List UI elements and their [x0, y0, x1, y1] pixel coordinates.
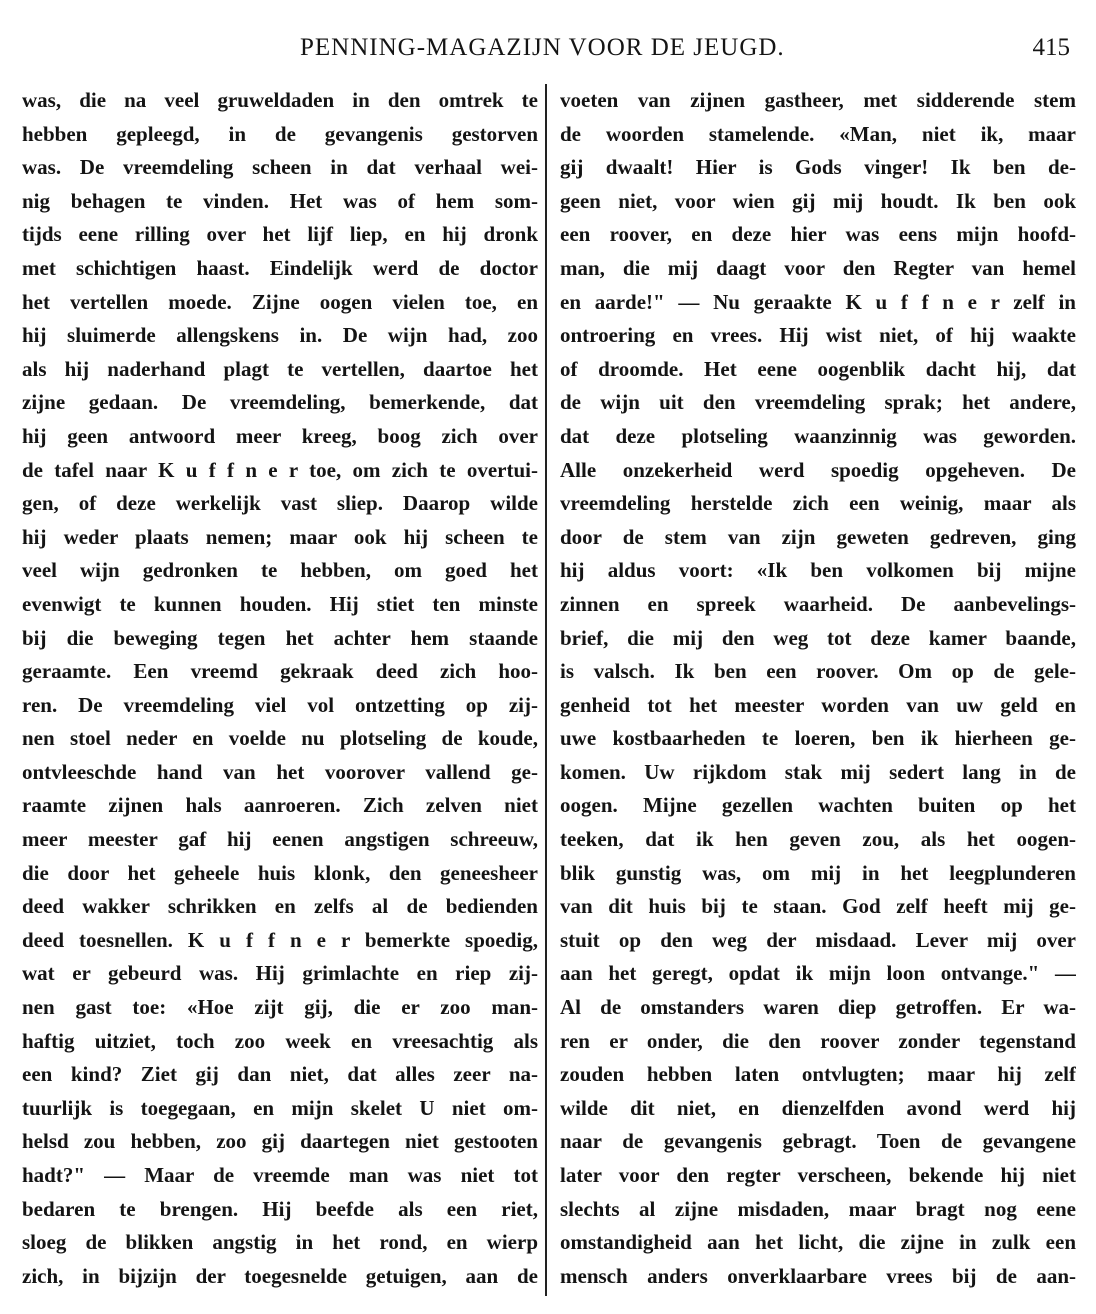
- text-line: geraamte. Een vreemd gekraak deed zich hoo-: [22, 659, 538, 684]
- text-line: hij sluimerde allengskens in. De wijn had, zoo: [22, 323, 538, 348]
- text-line: slechts al zijne misdaden, maar bragt nog eene: [560, 1196, 1076, 1221]
- text-line: hebben gepleegd, in de gevangenis gestorven: [22, 121, 538, 146]
- text-line: en aarde!" — Nu geraakte K u f f n e r zelf in: [560, 289, 1076, 314]
- text-line: helsd zou hebben, zoo gij daartegen niet gestooten: [22, 1129, 538, 1154]
- text-line: is valsch. Ik ben een roover. Om op de gele-: [560, 659, 1076, 684]
- text-line: ren er onder, die den roover zonder tegenstand: [560, 1028, 1076, 1053]
- text-line: hij aldus voort: «Ik ben volkomen bij mijne: [560, 558, 1076, 583]
- text-line: tijds eene rilling over het lijf liep, en hij dronk: [22, 222, 538, 247]
- text-line: ontvleeschde hand van het voorover vallend ge-: [22, 759, 538, 784]
- text-line: de woorden stamelende. «Man, niet ik, maar: [560, 121, 1076, 146]
- text-line: het vertellen moede. Zijne oogen vielen toe, en: [22, 289, 538, 314]
- text-line: man, die mij daagt voor den Regter van hemel: [560, 255, 1076, 280]
- text-line: deed wakker schrikken en zelfs al de bedienden: [22, 894, 538, 919]
- text-line: van dit huis bij te staan. God zelf heeft mij ge-: [560, 894, 1076, 919]
- page-number: 415: [1032, 34, 1070, 61]
- text-line: gen, of deze werkelijk vast sliep. Daarop wilde: [22, 491, 538, 516]
- text-line: een roover, en deze hier was eens mijn hoofd-: [560, 222, 1076, 247]
- text-line: Al de omstanders waren diep getroffen. Er wa-: [560, 995, 1076, 1020]
- text-line: was. De vreemdeling scheen in dat verhaal wei-: [22, 155, 538, 180]
- text-line: naar de gevangenis gebragt. Toen de gevangene: [560, 1129, 1076, 1154]
- text-line: nen gast toe: «Hoe zijt gij, die er zoo man-: [22, 995, 538, 1020]
- text-line: tuurlijk is toegegaan, en mijn skelet U niet om-: [22, 1095, 538, 1120]
- page-header: [0, 34, 1096, 74]
- text-line: geen niet, voor wien gij mij houdt. Ik ben ook: [560, 188, 1076, 213]
- text-line: bij die beweging tegen het achter hem staande: [22, 625, 538, 650]
- text-line: wilde dit niet, en dienzelfden avond werd hij: [560, 1095, 1076, 1120]
- text-line: gij dwaalt! Hier is Gods vinger! Ik ben de-: [560, 155, 1076, 180]
- text-line: ren. De vreemdeling viel vol ontzetting op zij-: [22, 692, 538, 717]
- left-column: [22, 84, 538, 1293]
- text-line: veel wijn gedronken te hebben, om goed het: [22, 558, 538, 583]
- text-line: die door het geheele huis klonk, den geneesheer: [22, 860, 538, 885]
- column-divider: [545, 84, 547, 1296]
- text-line: zich, in bijzijn der toegesnelde getuigen, aan de: [22, 1263, 538, 1288]
- text-line: voeten van zijnen gastheer, met sidderende stem: [560, 88, 1076, 112]
- text-line: meer meester gaf hij eenen angstigen schreeuw,: [22, 827, 538, 852]
- text-line: komen. Uw rijkdom stak mij sedert lang in de: [560, 759, 1076, 784]
- text-line: zouden hebben laten ontvlugten; maar hij zelf: [560, 1062, 1076, 1087]
- text-line: of droomde. Het eene oogenblik dacht hij, dat: [560, 356, 1076, 381]
- text-line: de wijn uit den vreemdeling sprak; het andere,: [560, 390, 1076, 415]
- text-line: stuit op den weg der misdaad. Lever mij over: [560, 927, 1076, 952]
- text-line: met schichtigen haast. Eindelijk werd de doctor: [22, 255, 538, 280]
- text-line: later voor den regter verscheen, bekende hij niet: [560, 1163, 1076, 1187]
- text-line: genheid tot het meester worden van uw geld en: [560, 692, 1076, 717]
- text-line: nig behagen te vinden. Het was of hem som-: [22, 188, 538, 213]
- text-line: door de stem van zijn geweten gedreven, ging: [560, 524, 1076, 549]
- right-column: [560, 84, 1076, 1293]
- text-line: een kind? Ziet gij dan niet, dat alles zeer na-: [22, 1062, 538, 1087]
- text-line: zinnen en spreek waarheid. De aanbevelings-: [560, 591, 1076, 616]
- text-line: teeken, dat ik hen geven zou, als het oogen-: [560, 827, 1076, 852]
- text-line: dat deze plotseling waanzinnig was geworden.: [560, 423, 1076, 448]
- text-line: haftig uitziet, toch zoo week en vreesachtig als: [22, 1028, 538, 1053]
- running-title: PENNING-MAGAZIJN VOOR DE JEUGD.: [300, 34, 785, 61]
- text-line: zijne gedaan. De vreemdeling, bemerkende, dat: [22, 390, 538, 415]
- text-line: hij weder plaats nemen; maar ook hij scheen te: [22, 524, 538, 549]
- text-line: vreemdeling herstelde zich een weinig, maar als: [560, 491, 1076, 516]
- text-line: raamte zijnen hals aanroeren. Zich zelven niet: [22, 793, 538, 818]
- text-line: wat er gebeurd was. Hij grimlachte en riep zij-: [22, 961, 538, 986]
- text-line: nen stoel neder en voelde nu plotseling de koude,: [22, 726, 538, 751]
- text-line: de tafel naar K u f f n e r toe, om zich te overtui-: [22, 457, 538, 482]
- text-line: uwe kostbaarheden te loeren, ben ik hierheen ge-: [560, 726, 1076, 751]
- text-line: Alle onzekerheid werd spoedig opgeheven. De: [560, 457, 1076, 482]
- text-line: mensch anders onverklaarbare vrees bij de aan-: [560, 1263, 1076, 1288]
- text-line: blik gunstig was, om mij in het leegplunderen: [560, 860, 1076, 885]
- text-line: aan het geregt, opdat ik mijn loon ontvange." —: [560, 961, 1076, 986]
- text-line: hadt?" — Maar de vreemde man was niet tot: [22, 1163, 538, 1187]
- text-line: bedaren te brengen. Hij beefde als een riet,: [22, 1196, 538, 1221]
- text-line: hij geen antwoord meer kreeg, boog zich over: [22, 423, 538, 448]
- text-line: was, die na veel gruweldaden in den omtrek te: [22, 88, 538, 112]
- text-line: sloeg de blikken angstig in het rond, en wierp: [22, 1230, 538, 1255]
- text-line: brief, die mij den weg tot deze kamer baande,: [560, 625, 1076, 650]
- text-line: oogen. Mijne gezellen wachten buiten op het: [560, 793, 1076, 818]
- text-line: deed toesnellen. K u f f n e r bemerkte spoedig,: [22, 927, 538, 952]
- text-line: evenwigt te kunnen houden. Hij stiet ten minste: [22, 591, 538, 616]
- text-line: als hij naderhand plagt te vertellen, daartoe het: [22, 356, 538, 381]
- text-line: ontroering en vrees. Hij wist niet, of hij waakte: [560, 323, 1076, 348]
- text-line: omstandigheid aan het licht, die zijne in zulk een: [560, 1230, 1076, 1255]
